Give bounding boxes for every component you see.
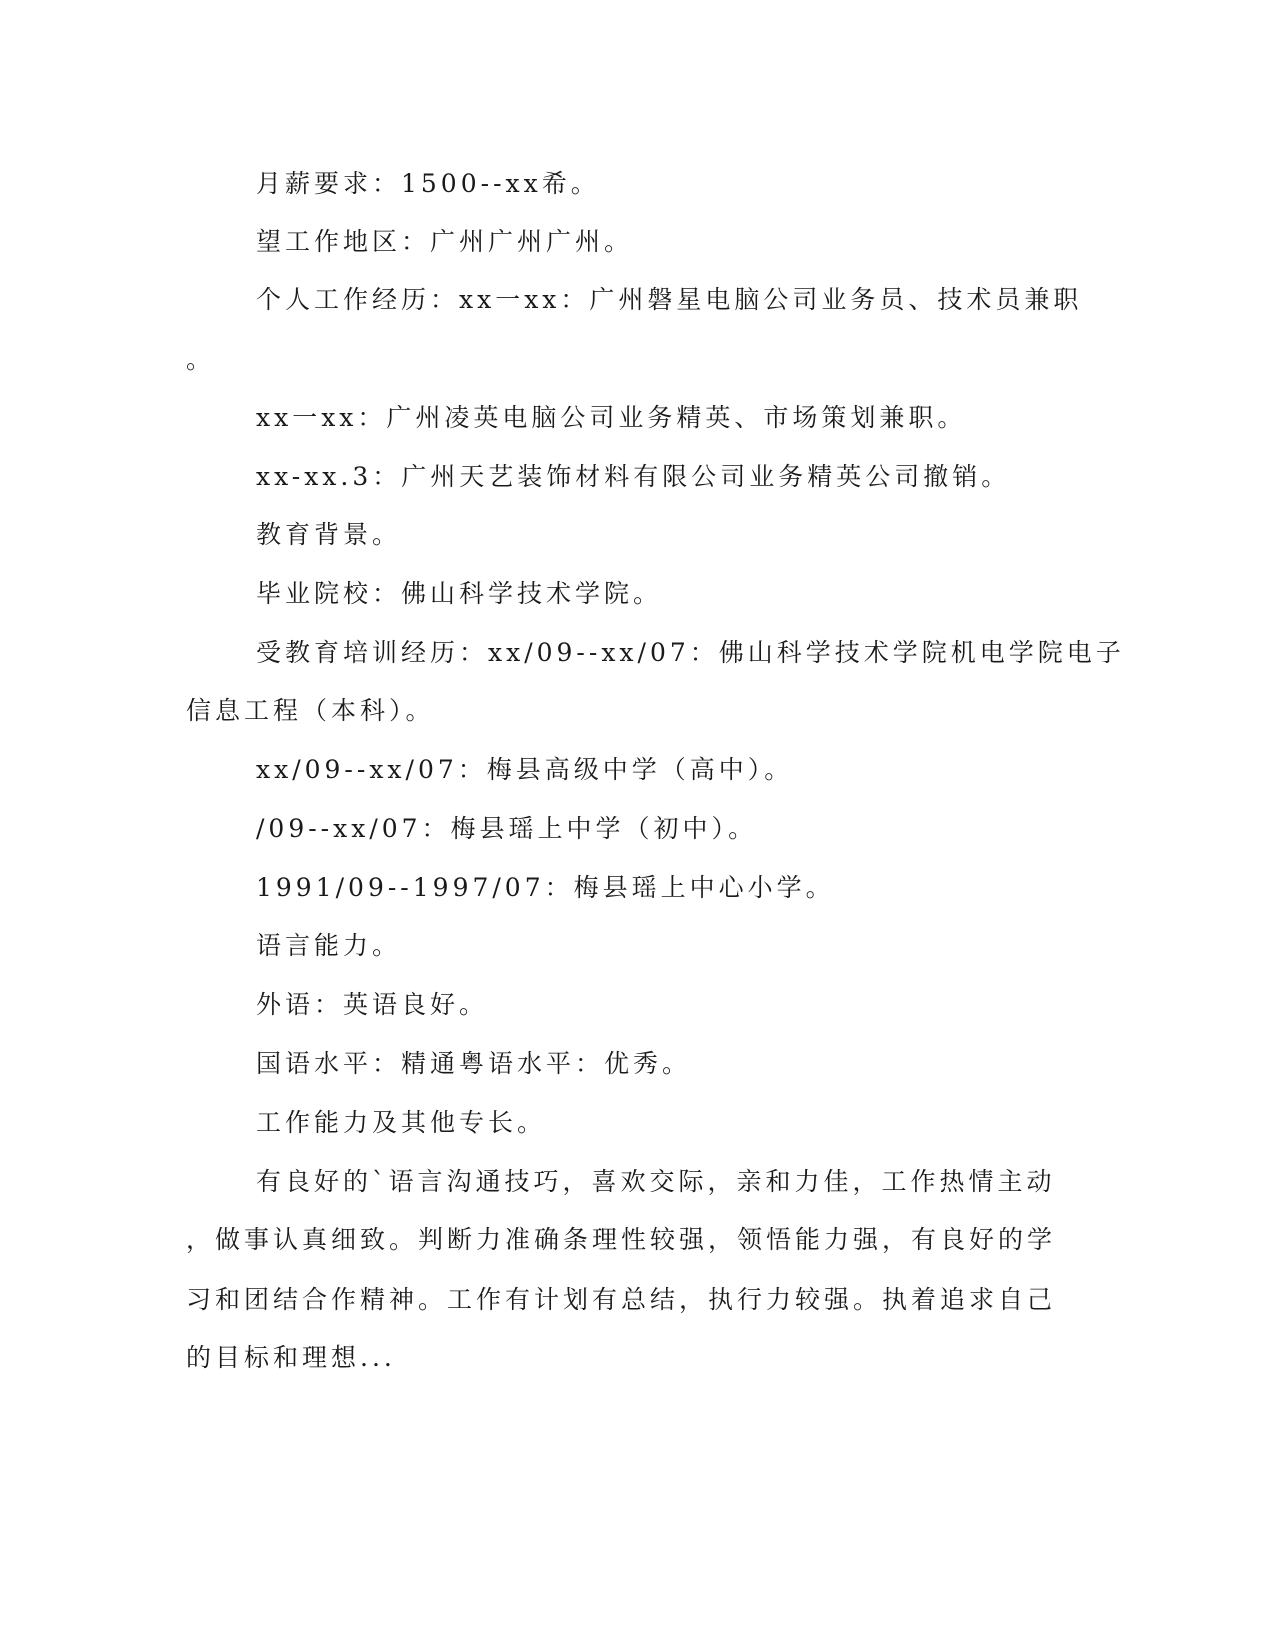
education-heading: 教育背景。 — [256, 520, 402, 549]
salary-requirement-line: 月薪要求：1500--xx希。 — [256, 169, 600, 198]
work-experience-item: xx一xx：广州凌英电脑公司业务精英、市场策划兼职。 — [256, 403, 967, 432]
education-history-continuation: 信息工程（本科）。 — [186, 696, 435, 725]
language-ability-heading: 语言能力。 — [256, 931, 402, 960]
foreign-language-line: 外语：英语良好。 — [256, 990, 489, 1019]
skills-paragraph-line: 有良好的`语言沟通技巧，喜欢交际，亲和力佳，工作热情主动 — [256, 1167, 1056, 1196]
education-history-item: 1991/09--1997/07：梅县瑶上中心小学。 — [256, 873, 835, 902]
desired-work-region-line: 望工作地区：广州广州广州。 — [256, 227, 634, 256]
skills-paragraph-line: 的目标和理想... — [186, 1343, 396, 1372]
work-experience-line: 个人工作经历：xx一xx：广州磐星电脑公司业务员、技术员兼职 — [256, 285, 1083, 314]
work-experience-continuation: 。 — [186, 345, 216, 374]
work-experience-item: xx-xx.3：广州天艺装饰材料有限公司业务精英公司撤销。 — [256, 462, 1011, 491]
education-history-item: /09--xx/07：梅县瑶上中学（初中）。 — [256, 814, 758, 843]
education-history-line: 受教育培训经历：xx/09--xx/07：佛山科学技术学院机电学院电子 — [256, 638, 1125, 667]
mandarin-level-line: 国语水平：精通粤语水平：优秀。 — [256, 1049, 692, 1078]
skills-paragraph-line: 习和团结合作精神。工作有计划有总结，执行力较强。执着追求自己 — [186, 1285, 1057, 1314]
graduated-school-line: 毕业院校：佛山科学技术学院。 — [256, 579, 663, 608]
education-history-item: xx/09--xx/07：梅县高级中学（高中）。 — [256, 755, 794, 784]
skills-heading: 工作能力及其他专长。 — [256, 1108, 547, 1137]
skills-paragraph-line: ，做事认真细致。判断力准确条理性较强，领悟能力强，有良好的学 — [186, 1225, 1057, 1254]
